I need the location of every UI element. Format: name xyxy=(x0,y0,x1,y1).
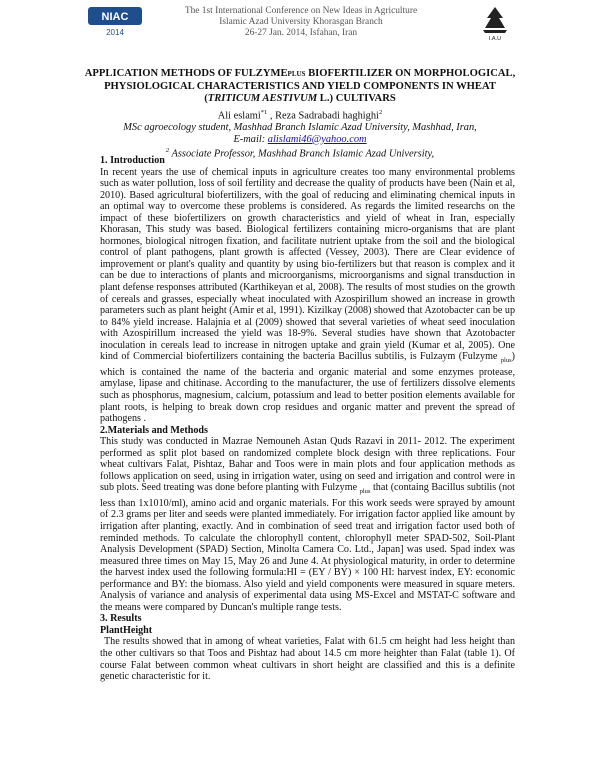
plant-height-heading: PlantHeight xyxy=(100,624,153,636)
author-1: Ali eslami xyxy=(217,110,261,122)
results-heading: 3. Results xyxy=(100,613,142,625)
header-line-1: The 1st International Conference on New Ideas in Agriculture xyxy=(184,6,418,16)
title-part1-sub: PLUS xyxy=(287,70,306,78)
affiliation-1: MSc agroecology student, Mashhad Branch Islamic Azad University, Mashhad, Iran, xyxy=(123,122,477,134)
methods-sub: plus xyxy=(359,488,371,496)
intro-text-b: ) which is contained the name of the bacteria and organic material and some enzymes protease, amylase, lipase and chitinase. According to the manufacturer, the use of fertilizers dissolve elements such as phosphorus, magnesium, calcium, potassium and lead to better position elements available for plant roots, is helping to break down crop residues and organic matter and prevent the spread of pathogens . xyxy=(100,351,515,425)
logo-left-text: NIAC xyxy=(101,11,129,23)
introduction-heading: 1. Introduction xyxy=(100,155,165,166)
methods-paragraph xyxy=(100,436,515,613)
results-paragraph: The results showed that in among of wheat varieties, Falat with 61.5 cm height had less height than the other cultivars so that Toos and Pishtaz had about 14.5 cm more heighter than Falat (table 1). Of course Falat between common wheat cultivars in short height are classified and this is a definite genetic characteristic for it. xyxy=(100,636,515,683)
introduction-paragraph xyxy=(100,167,515,425)
affiliation-2-sup: 2 xyxy=(165,147,170,155)
email-label: E-mail: xyxy=(233,133,268,145)
intro-sub: plus xyxy=(500,357,512,365)
author-2-sup: 2 xyxy=(378,109,383,116)
title-species: TRITICUM AESTIVUM xyxy=(207,93,318,105)
header-line-2: Islamic Azad University Khorasgan Branch xyxy=(219,17,383,27)
author-1-sup: *1 xyxy=(260,109,268,116)
intro-text-a: In recent years the use of chemical inputs in agriculture creates too many environmental problems such as water pollution, loss of soil fertility and decrease the quality of products have been (Nain et al, 2010). Based agricultural biofertilizers, with the goal of reducing and eliminating chemical inputs in an optimal way to overcome these problems is considered. As regards the limited researchs on the impact of these biofertilizers on growth characteristics and yield of wheat in Iran, especially Khorasan, This study was based. Biological fertilizers containing micro-organisms that are plant hormones, biological nitrogen fixation, and facilitate nutrient uptake from the soil and the biological control of plant pathogens, plant growth is affected (Vessey, 2003). There are Clear evidence of improvement or plant's quality and quantity by using bio-fertilizers but that reason is complex and it can be due to interactions of plants and microorganisms, microorganisms and signal transduction in plant defense responses attributed (Karthikeyan et al, 2008). The results of most studies on the growth of cereals and grasses, especially wheat inoculated with Azospirillum showed an increase in growth parameters such as plant height (Amir et al, 1991). Kizilkay (2008) showed that Azotobacter can be up to 84% yield increase. Halajnia et al (2009) showed that several varieties of wheat seed inoculation with Azospirillum increased the yield was 18-9%. Several studies have shown that Azotobacter inoculation in cereals lead to increase in nitrogen uptake and grain yield (Kumar et al, 2005). One kind of Commercial biofertilizers containing the bacteria Bacillus subtilis, is Fulzaym (Fulzyme xyxy=(100,166,515,363)
affiliation-2: Associate Professor, Mashhad Branch Islamic Azad University, xyxy=(169,148,435,160)
title-line2: PHYSIOLOGICAL CHARACTERISTICS AND YIELD COMPONENTS IN WHEAT xyxy=(104,80,496,92)
email-link[interactable]: alislami46@yahoo.com xyxy=(267,133,367,145)
methods-text-a: This study was conducted in Mazrae Nemouneh Astan Quds Razavi in 2011- 2012. The experiment performed as split plot based on randomized complete block design with three replications. Four wheat cultivars Falat, Pishtaz, Bahar and Toos were in main plots and four application methods as follows application on seed, using in irrigation water, using on seed and irrigation and control were in sub plots. Seed treating was done before planting with Fulzyme xyxy=(100,436,515,494)
header-line-3: 26-27 Jan. 2014, Isfahan, Iran xyxy=(244,28,358,38)
university-logo-icon xyxy=(474,4,516,42)
title-line3-close: L.) CULTIVARS xyxy=(317,93,396,105)
title-part1: APPLICATION METHODS OF FULZYME xyxy=(84,68,288,79)
author-block xyxy=(60,107,540,160)
logo-right-text: I.A.U xyxy=(488,36,502,42)
title-part2: BIOFERTILIZER ON MORPHOLOGICAL, xyxy=(305,68,516,79)
paper-title xyxy=(60,68,540,106)
paper-body xyxy=(100,155,515,683)
logo-left-year: 2014 xyxy=(106,28,124,37)
author-2: , Reza Sadrabadi haghighi xyxy=(267,110,379,122)
title-line3-open: ( xyxy=(204,93,208,105)
methods-text-b: that (containg Bacillus subtilis (not less than 1x1010/ml), amino acid and organic materials. For this work seeds were sprayed by amount of 2.3 grams per liter and seeds were planted immediately. For irrigation factor applied like amount by irrigation after planting, exactly. And in combination of seed treat and irrigation factor used both of reminded methods. To calculate the chlorophyll content, chlorophyll meter SPAD-502, Soil-Plant Analysis Development (SPAD) Section, Minolta Camera Co. Ltd., Japan] was used. Spad index was measured three times on May 15, May 26 and June 4. At physiological maturity, in order to determine the harvest index used the following formula:HI = (EY / BY) × 100 HI: harvest index, EY: economic performance and BY: the biomass. Also yield and yield components were measured in square meters. Analysis of variance and analysis of experimental data using MS-Excel and MSTAT-C software and the means were compared by Duncan's multiple range tests. xyxy=(100,482,515,613)
methods-heading: 2.Materials and Methods xyxy=(100,424,208,436)
conference-header xyxy=(88,6,514,39)
